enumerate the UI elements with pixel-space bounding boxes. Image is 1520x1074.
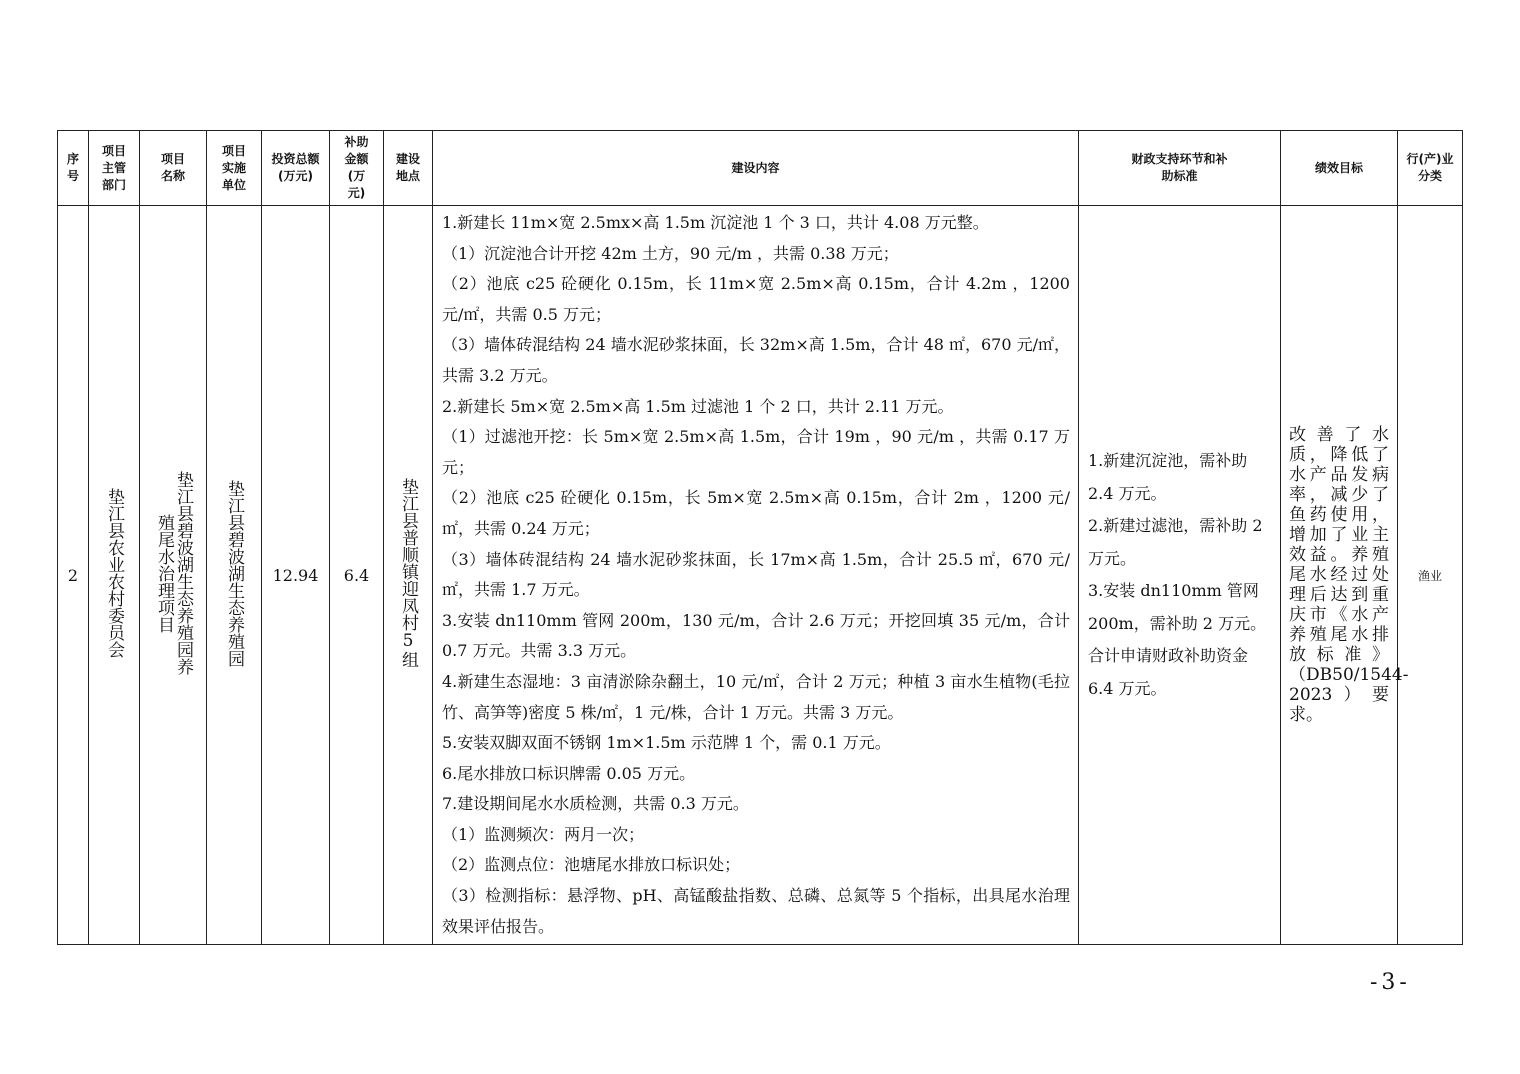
cell-unit [207,206,262,945]
content-line: （1）监测频次：两月一次； [442,824,645,844]
support-line: 3.安装 dn110mm 管网 200m，需补助 2 万元。合计申请财政补助资金 6.4 万元。 [1088,581,1267,698]
content-line: 3.安装 dn110mm 管网 200m，130 元/m，合计 2.6 万元；开挖回填 35 元/m，合计 0.7 万元。共需 3.3 万元。 [442,610,1070,661]
content-line: 5.安装双脚双面不锈钢 1m×1.5m 示范牌 1 个，需 0.1 万元。 [442,733,891,753]
cell-subsidy: 6.4 [330,206,384,945]
header-seq: 序号 [58,131,89,206]
page-number: -3- [1370,970,1411,995]
cell-seq: 2 [58,206,89,945]
header-location: 建设地点 [384,131,433,206]
content-line: （1）过滤池开挖：长 5m×宽 2.5m×高 1.5m，合计 19m ，90 元/m ，共需 0.17 万元； [442,427,1070,477]
content-line: （2）监测点位：池塘尾水排放口标识处； [442,855,741,875]
header-unit: 项目实施单位 [207,131,262,206]
cell-content [433,206,1079,945]
content-line: 6.尾水排放口标识牌需 0.05 万元。 [442,763,696,783]
cell-industry: 渔业 [1398,206,1463,945]
content-line: 1.新建长 11m×宽 2.5mx×高 1.5m 沉淀池 1 个 3 口，共计 4.08 万元整。 [442,213,989,232]
content-line: 2.新建长 5m×宽 2.5m×高 1.5m 过滤池 1 个 2 口，共计 2.11 万元。 [442,396,954,416]
content-line: 7.建设期间尾水水质检测，共需 0.3 万元。 [442,794,749,814]
header-dept: 项目主管部门 [89,131,140,206]
header-invest: 投资总额(万元) [262,131,330,206]
cell-name [140,206,207,945]
cell-dept [89,206,140,945]
header-performance: 绩效目标 [1281,131,1398,206]
name-text: 垫江县碧波湖生态养殖园养殖尾水治理项目 [154,471,193,675]
content-line: （1）沉淀池合计开挖 42m 土方，90 元/m ，共需 0.38 万元； [442,243,899,263]
header-subsidy: 补助金额(万元) [330,131,384,206]
content-line: （2）池底 c25 砼硬化 0.15m，长 5m×宽 2.5m×高 0.15m，合计 2m ，1200 元/㎡，共需 0.24 万元； [442,488,1070,538]
support-line: 1.新建沉淀池，需补助 2.4 万元。 [1088,451,1248,503]
project-table [57,130,1463,945]
content-line: （3）墙体砖混结构 24 墙水泥砂浆抹面，长 32m×高 1.5m，合计 48 ㎡，670 元/㎡，共需 3.2 万元。 [442,335,1070,385]
dept-text: 垫江县农业农村委员会 [104,488,124,658]
header-support: 财政支持环节和补助标准 [1079,131,1281,206]
cell-location [384,206,433,945]
header-content: 建设内容 [433,131,1079,206]
support-line: 2.新建过滤池，需补助 2 万元。 [1088,516,1263,568]
table-row [58,206,1463,945]
content-line: （3）墙体砖混结构 24 墙水泥砂浆抹面，长 17m×高 1.5m，合计 25.5 ㎡，670 元/㎡，共需 1.7 万元。 [442,549,1070,600]
content-line: （3）检测指标：悬浮物、pH、高锰酸盐指数、总磷、总氮等 5 个指标，出具尾水治理效果评估报告。 [442,886,1070,936]
header-industry: 行(产)业分类 [1398,131,1463,206]
unit-text: 垫江县碧波湖生态养殖园 [224,479,244,667]
header-row [58,131,1463,206]
cell-performance: 改善了水质，降低了水产品发病率，减少了鱼药使用，增加了业主效益。养殖尾水经过处理后达到重庆市《水产养殖尾水排放标准》（DB50/1544-2023）要求。 [1281,206,1398,945]
location-text: 垫江县普顺镇迎凤村5组 [398,478,418,668]
cell-support [1079,206,1281,945]
content-line: 4.新建生态湿地：3 亩清淤除杂翻土，10 元/㎡，合计 2 万元；种植 3 亩水生植物(毛拉竹、高笋等)密度 5 株/㎡，1 元/株，合计 1 万元。共需 3 万元。 [442,671,1070,722]
header-name: 项目名称 [140,131,207,206]
cell-invest: 12.94 [262,206,330,945]
content-line: （2）池底 c25 砼硬化 0.15m，长 11m×宽 2.5m×高 0.15m，合计 4.2m ，1200 元/㎡，共需 0.5 万元； [442,274,1070,324]
